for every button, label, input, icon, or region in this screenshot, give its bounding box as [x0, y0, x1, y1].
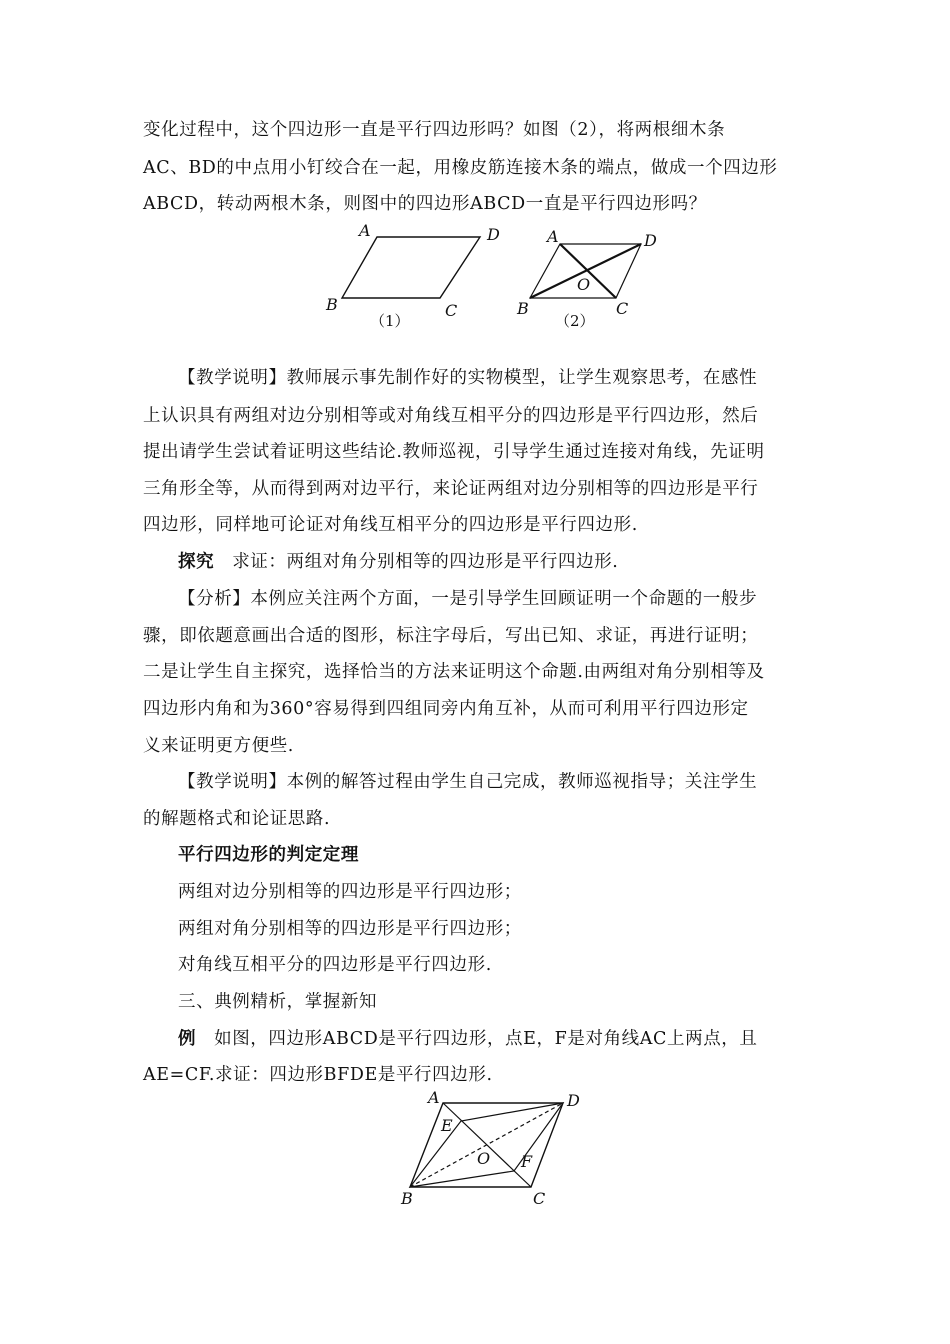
label-a: A — [428, 1088, 440, 1107]
label-d: D — [567, 1091, 580, 1110]
label-b: B — [517, 299, 529, 318]
label-c: C — [445, 301, 458, 320]
label-d: D — [487, 225, 500, 244]
parallelogram-abcd — [342, 237, 480, 298]
text-line: 骤，即依题意画出合适的图形，标注字母后，写出已知、求证，再进行证明； — [143, 626, 759, 646]
example-text: 如图，四边形ABCD是平行四边形，点E，F是对角线AC上两点，且 — [214, 1029, 758, 1049]
text-line: 的解题格式和论证思路. — [143, 809, 331, 829]
label-e: E — [441, 1116, 453, 1135]
diagonal-bd — [410, 1103, 563, 1187]
label-o: O — [477, 1149, 491, 1168]
explore-line — [178, 550, 618, 574]
text-line: 二是让学生自主探究，选择恰当的方法来证明这个命题.由两组对角分别相等及 — [143, 662, 765, 682]
label-b: B — [326, 295, 338, 314]
theorem-title: 平行四边形的判定定理 — [178, 845, 359, 865]
text-line: 义来证明更方便些. — [143, 736, 294, 756]
example-label: 例 — [178, 1029, 197, 1049]
explore-label: 探究 — [178, 552, 215, 572]
label-d: D — [644, 231, 657, 250]
text-line: 变化过程中，这个四边形一直是平行四边形吗？如图（2），将两根细木条 — [143, 120, 726, 140]
label-c: C — [533, 1189, 546, 1208]
figure-caption: （1） — [370, 312, 410, 330]
label-b: B — [401, 1189, 413, 1208]
text-line: 四边形，同样地可论证对角线互相平分的四边形是平行四边形. — [143, 515, 638, 535]
label-a: A — [359, 222, 371, 240]
parallelogram-figures — [310, 222, 680, 340]
text-line: 【分析】本例应关注两个方面，一是引导学生回顾证明一个命题的一般步 — [178, 589, 758, 609]
label-a: A — [547, 227, 559, 246]
text-line: AC、BD的中点用小钉绞合在一起，用橡皮筋连接木条的端点，做成一个四边形 — [143, 158, 778, 178]
theorem-item: 两组对边分别相等的四边形是平行四边形； — [178, 882, 522, 902]
label-o: O — [577, 275, 591, 294]
text-line: 四边形内角和为360°容易得到四组同旁内角互补，从而可利用平行四边形定 — [143, 699, 749, 719]
label-f: F — [521, 1152, 533, 1171]
text-line: 三角形全等，从而得到两对边平行，来论证两组对边分别相等的四边形是平行 — [143, 479, 759, 499]
label-c: C — [616, 299, 629, 318]
example-figure — [395, 1085, 595, 1210]
text-line: ABCD，转动两根木条，则图中的四边形ABCD一直是平行四边形吗？ — [143, 194, 707, 214]
text-line: AE=CF.求证：四边形BFDE是平行四边形. — [143, 1065, 493, 1085]
text-line: 【教学说明】本例的解答过程由学生自己完成，教师巡视指导；关注学生 — [178, 772, 758, 792]
text-line: 上认识具有两组对边分别相等或对角线互相平分的四边形是平行四边形，然后 — [143, 406, 759, 426]
section-heading: 三、典例精析，掌握新知 — [178, 992, 378, 1012]
figure-caption: （2） — [555, 312, 595, 330]
text-line: 提出请学生尝试着证明这些结论.教师巡视，引导学生通过连接对角线，先证明 — [143, 442, 765, 462]
theorem-item: 对角线互相平分的四边形是平行四边形. — [178, 955, 492, 975]
explore-text: 求证：两组对角分别相等的四边形是平行四边形. — [232, 552, 619, 572]
text-line: 【教学说明】教师展示事先制作好的实物模型，让学生观察思考，在感性 — [178, 368, 758, 388]
example-line — [178, 1027, 758, 1051]
theorem-item: 两组对角分别相等的四边形是平行四边形； — [178, 919, 522, 939]
